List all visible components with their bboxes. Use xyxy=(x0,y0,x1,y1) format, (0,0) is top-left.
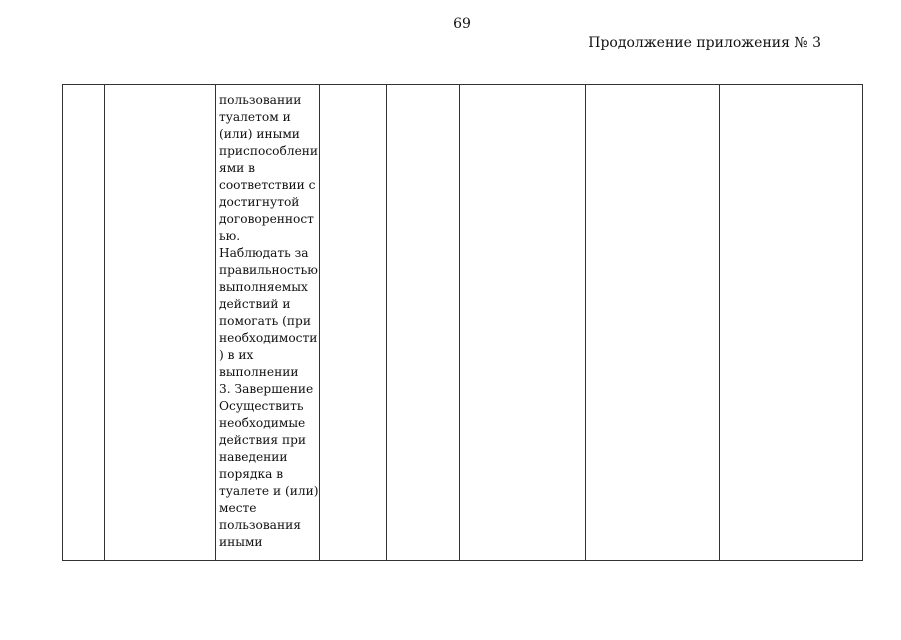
text-line: Наблюдать за xyxy=(219,246,309,260)
text-line: 3. Завершение xyxy=(219,382,314,396)
page-number: 69 xyxy=(453,16,471,32)
table-row xyxy=(63,85,863,561)
text-line: необходимости xyxy=(219,331,318,345)
text-line: туалете и (или) xyxy=(219,484,319,498)
text-line: действия при xyxy=(219,433,307,447)
table-cell-col-3 xyxy=(216,85,320,561)
text-line: пользования xyxy=(219,518,301,532)
appendix-continuation-note: Продолжение приложения № 3 xyxy=(588,35,821,51)
document-table xyxy=(62,84,863,561)
text-line: договоренност xyxy=(219,212,314,226)
text-line: иными xyxy=(219,535,263,549)
text-line: наведении xyxy=(219,450,288,464)
text-line: выполняемых xyxy=(219,280,308,294)
table-cell-col-7 xyxy=(586,85,720,561)
text-line: приспособлени xyxy=(219,144,319,158)
text-line: соответствии с xyxy=(219,178,316,192)
text-line: выполнении xyxy=(219,365,299,379)
text-line: помогать (при xyxy=(219,314,311,328)
text-line: Осуществить xyxy=(219,399,304,413)
text-line: месте xyxy=(219,501,257,515)
table-cell-col-1 xyxy=(63,85,105,561)
table-cell-col-2 xyxy=(105,85,216,561)
text-line: пользовании xyxy=(219,93,302,107)
text-line: действий и xyxy=(219,297,291,311)
text-line: (или) иными xyxy=(219,127,300,141)
table-cell-col-6 xyxy=(460,85,586,561)
text-line: правильностью xyxy=(219,263,318,277)
text-line: ью. xyxy=(219,229,241,243)
procedure-description-text xyxy=(216,85,319,551)
table-cell-col-4 xyxy=(320,85,387,561)
text-line: ями в xyxy=(219,161,256,175)
text-line: порядка в xyxy=(219,467,284,481)
text-line: туалетом и xyxy=(219,110,291,124)
text-line: достигнутой xyxy=(219,195,300,209)
table-cell-col-8 xyxy=(720,85,863,561)
table-cell-col-5 xyxy=(387,85,460,561)
text-line: ) в их xyxy=(219,348,254,362)
text-line: необходимые xyxy=(219,416,306,430)
